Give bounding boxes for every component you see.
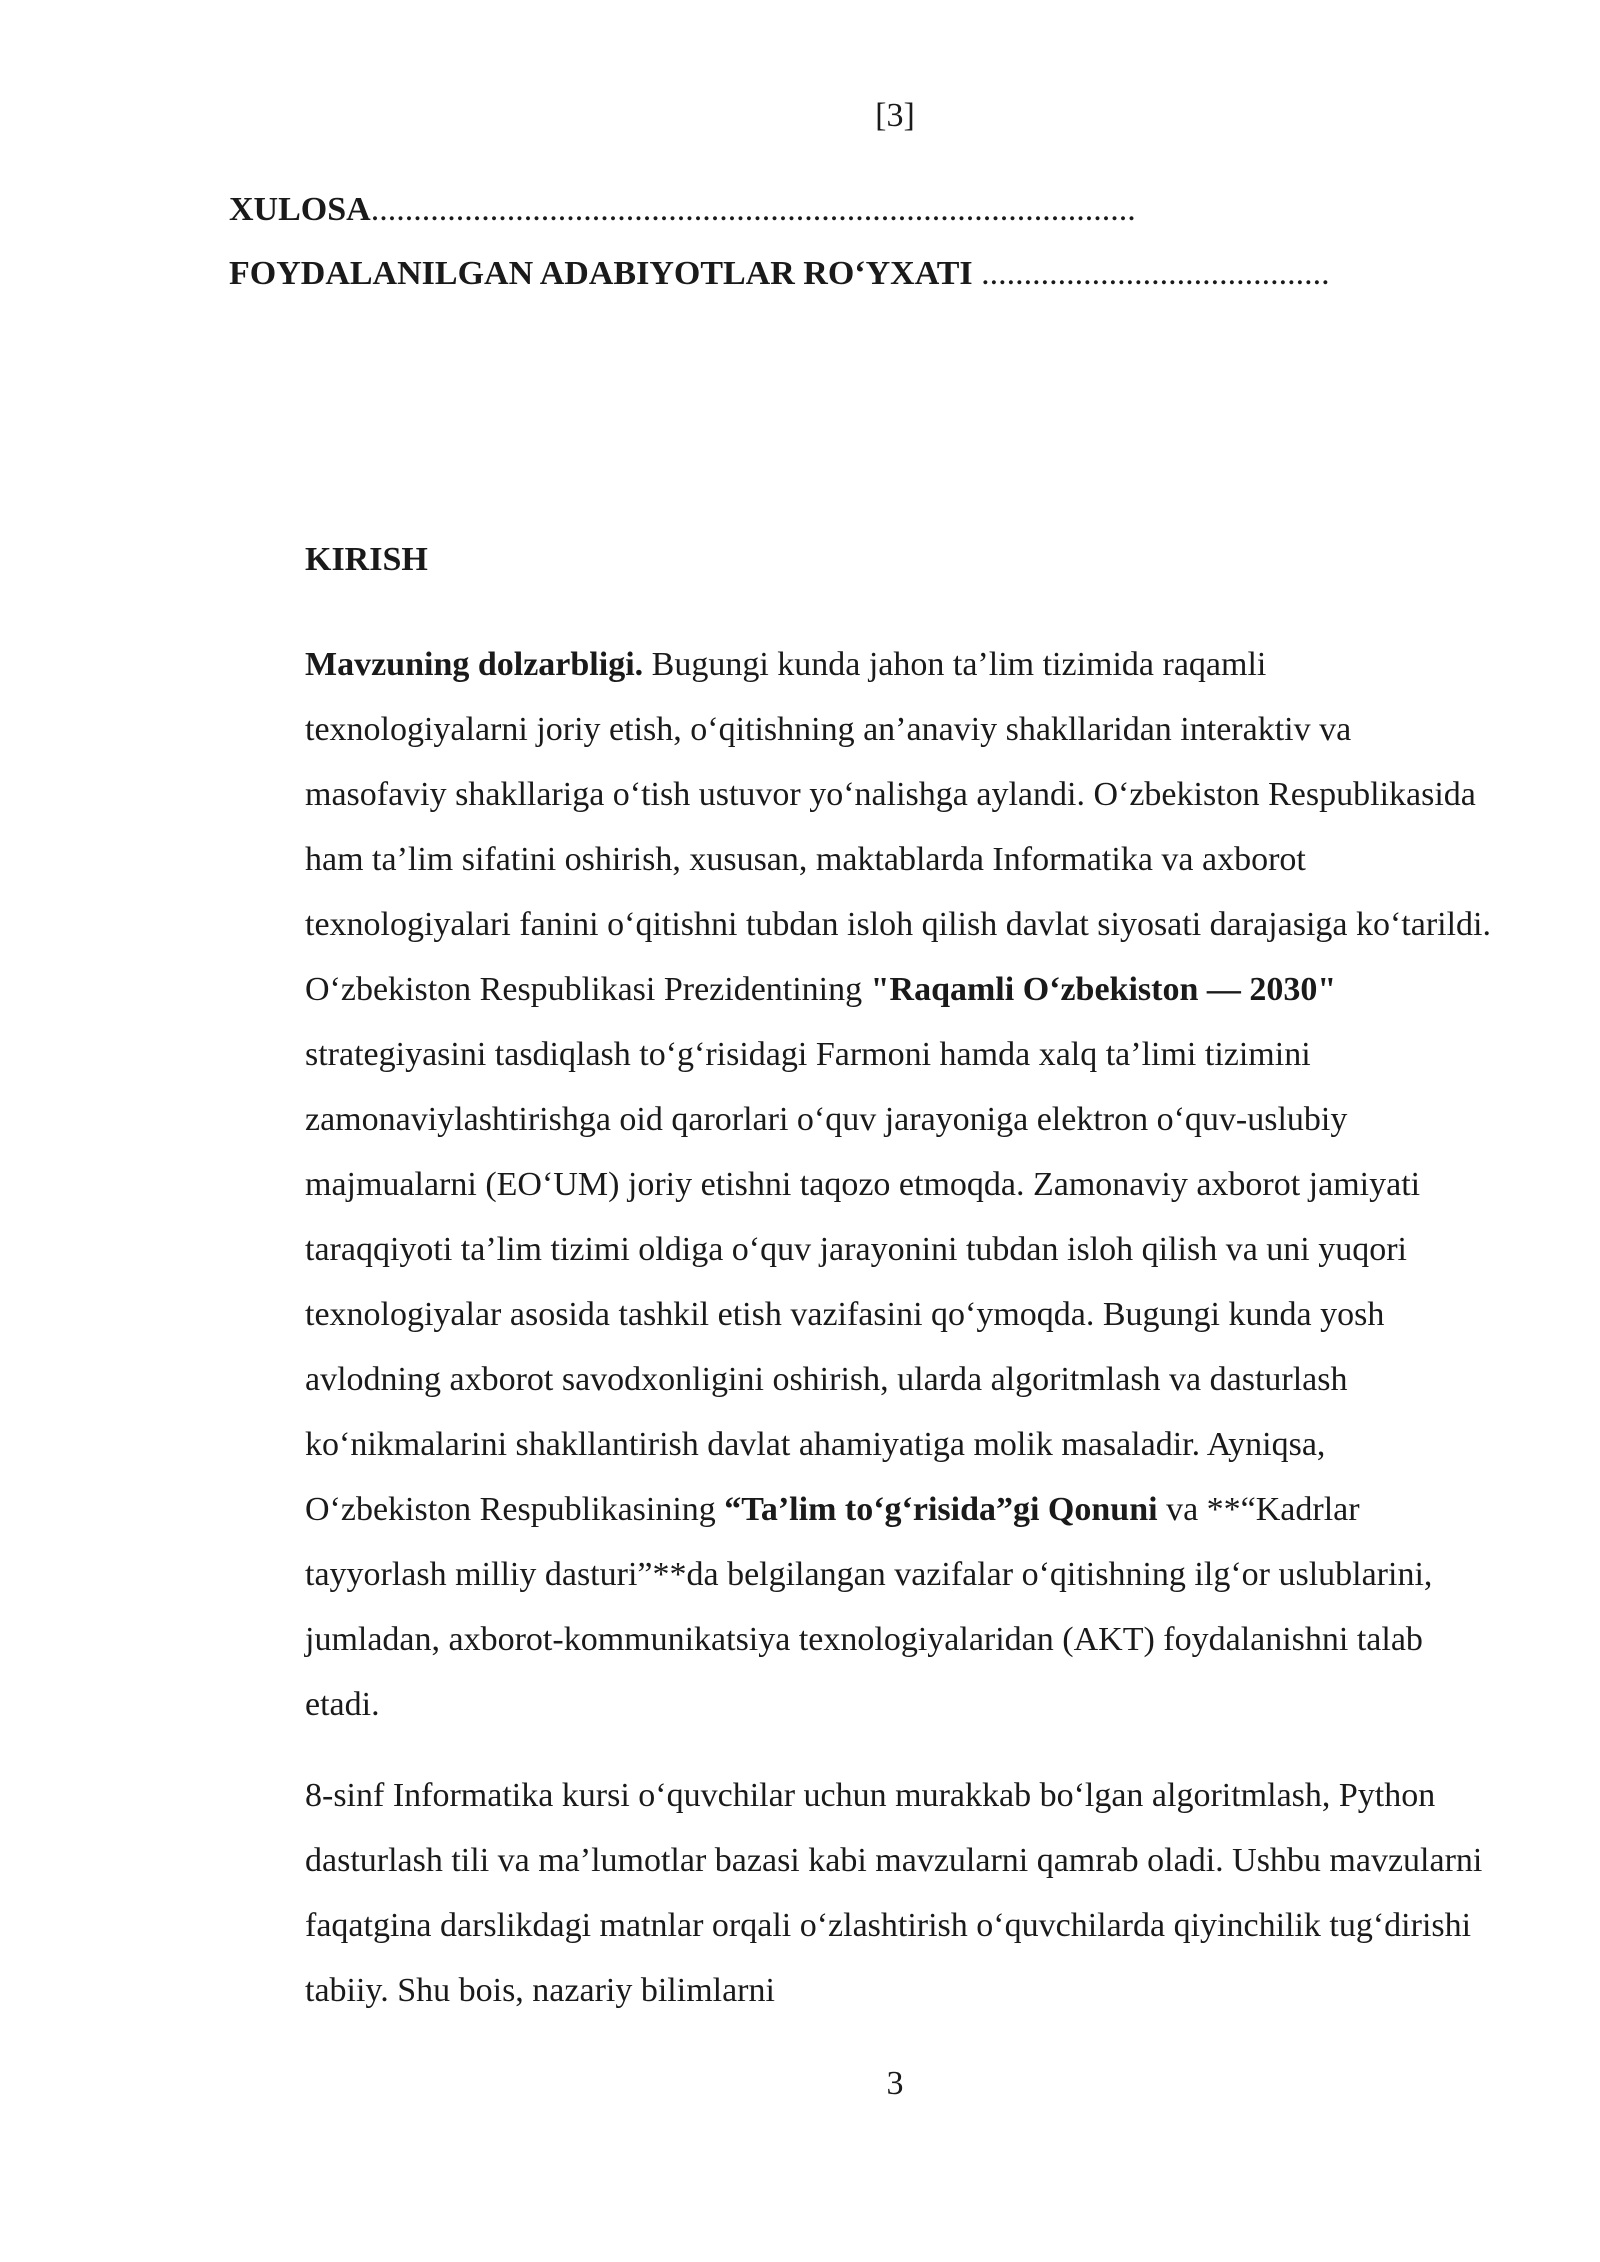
toc-item-title: FOYDALANILGAN ADABIYOTLAR RO‘YXATI [229,255,973,292]
strategy-name: "Raqamli O‘zbekiston — 2030" [870,971,1337,1008]
paragraph-text: strategiyasini tasdiqlash to‘g‘risidagi Farmoni hamda xalq ta’limi tizimini zamonaviylashtirishga oid qarorlari o‘quv jarayoniga elektron o‘quv-uslubiy majmualarni (EO‘UM) joriy etishni taqozo etmoqda. Zamonaviy axborot jamiyati taraqqiyoti ta’lim tizimi oldiga o‘quv jarayonini tubdan isloh qilish va uni yuqori texnologiyalar asosida tashkil etish vazifasini qo‘ymoqda. Bugungi kunda yosh avlodning axborot savodxonligini oshirish, ularda algoritmlash va dasturlash ko‘nikmalarini shakllantirish davlat ahamiyatiga molik masaladir. Ayniqsa, O‘zbekiston Respublikasining [305,1036,1421,1528]
toc-item-dots: ......................................... [972,255,1330,292]
paragraph-text: va **“Kadrlar tayyorlash milliy dasturi”**da belgilangan vazifalar o‘qitishning ilg‘or uslublarini, jumladan, axborot-kommunikatsiya texnologiyalaridan (AKT) foydalanishni talab etadi. [305,1491,1433,1723]
document-body [305,530,1495,2049]
section-heading: KIRISH [305,541,428,578]
toc-item-xulosa[interactable] [229,178,1529,242]
table-of-contents [229,178,1529,306]
toc-item-references[interactable] [229,242,1529,306]
page-marker: [3] [875,97,915,134]
paragraph-relevance [305,632,1495,1737]
toc-item-title: XULOSA [229,191,371,228]
paragraph-lead: Mavzuning dolzarbligi. [305,646,644,683]
paragraph-course: 8-sinf Informatika kursi o‘quvchilar uchun murakkab bo‘lgan algoritmlash, Python dasturlash tili va ma’lumotlar bazasi kabi mavzularni qamrab oladi. Ushbu mavzularni faqatgina darslikdagi matnlar orqali o‘zlashtirish o‘quvchilarda qiyinchilik tug‘dirishi tabiiy. Shu bois, nazariy bilimlarni [305,1777,1483,2009]
toc-item-dots: .......................................................................................... [370,191,1136,228]
page-number: 3 [886,2065,904,2102]
paragraph-text: Bugungi kunda jahon ta’lim tizimida raqamli texnologiyalarni joriy etish, o‘qitishning an’anaviy shakllaridan interaktiv va masofaviy shakllariga o‘tish ustuvor yo‘nalishga aylandi. O‘zbekiston Respublikasida ham ta’lim sifatini oshirish, xususan, maktablarda Informatika va axborot texnologiyalari fanini o‘qitishni tubdan isloh qilish davlat siyosati darajasiga ko‘tarildi. O‘zbekiston Respublikasi Prezidentining [305,646,1491,1008]
law-name: “Ta’lim to‘g‘risida”gi Qonuni [724,1491,1158,1528]
